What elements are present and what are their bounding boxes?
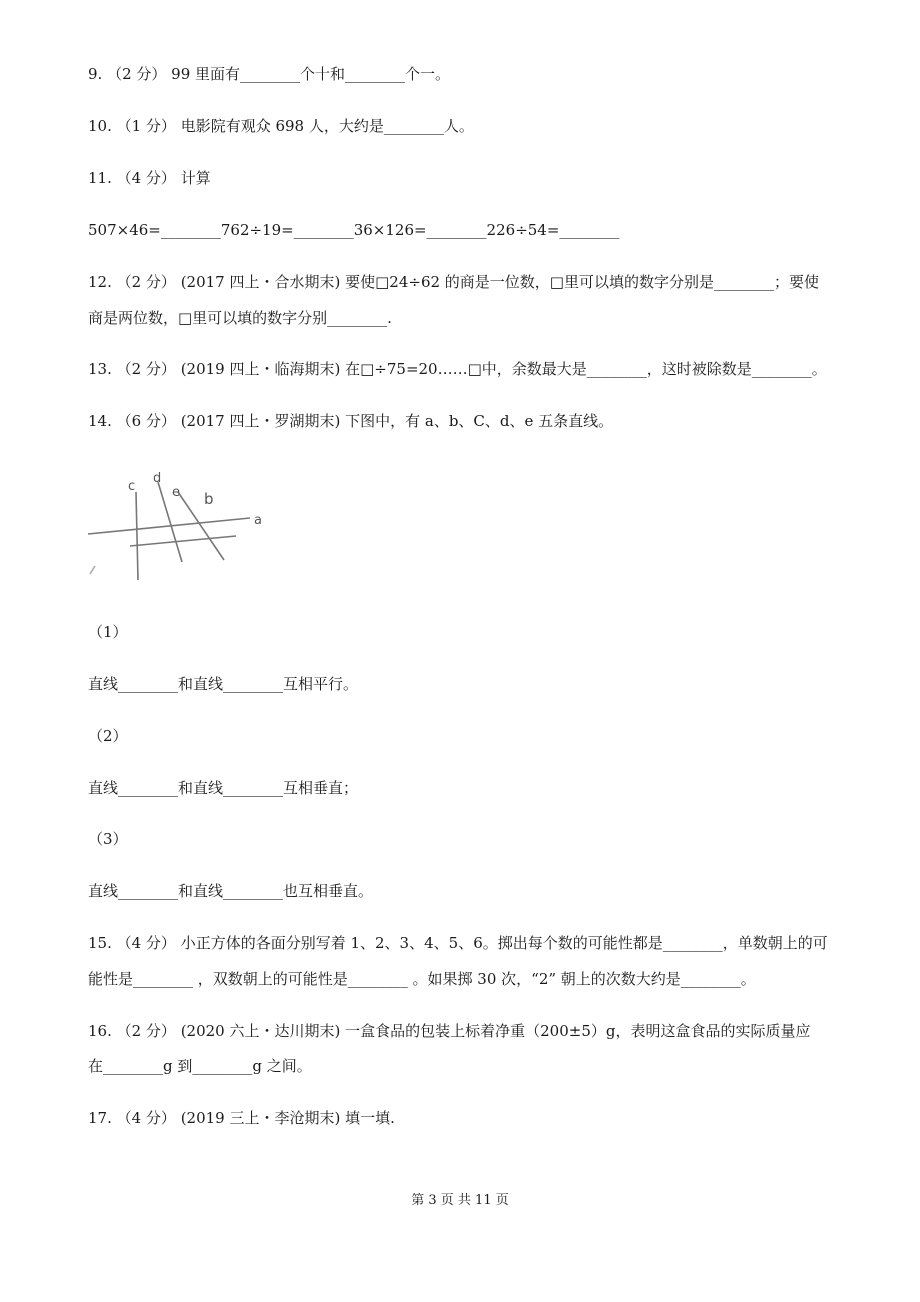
question-14-answer1: 直线________和直线________互相平行。: [88, 675, 359, 693]
question-12-line2: 商是两位数，□里可以填的数字分别________.: [88, 309, 392, 327]
question-15-line1: 15. （4 分） 小正方体的各面分别写着 1、2、3、4、5、6。掷出每个数的可能性都是________，单数朝上的可: [88, 934, 828, 952]
question-14-answer2: 直线________和直线________互相垂直；: [88, 779, 359, 797]
page-footer: 第 3 页 共 11 页: [411, 1193, 509, 1208]
lines-figure: [86, 462, 286, 582]
question-14-answer3: 直线________和直线________也互相垂直。: [88, 882, 374, 900]
question-14-part3: （3）: [88, 830, 128, 848]
label-c: c: [128, 479, 136, 494]
question-12-line1: 12. （2 分） (2017 四上・合水期末) 要使□24÷62 的商是一位数，□里可以填的数字分别是________；要使: [88, 273, 819, 291]
line-e: [178, 492, 224, 560]
line-b: [130, 536, 236, 546]
question-15-line2: 能性是________ ，双数朝上的可能性是________ 。如果掷 30 次，“2” 朝上的次数大约是________。: [88, 970, 756, 988]
question-16-line2: 在________g 到________g 之间。: [88, 1057, 312, 1075]
question-14-part2: （2）: [88, 727, 128, 745]
question-11-equations: 507×46=________762÷19=________36×126=________226÷54=________: [88, 221, 620, 239]
question-17: 17. （4 分） (2019 三上・李沧期末) 填一填.: [88, 1109, 395, 1127]
question-14: 14. （6 分） (2017 四上・罗湖期末) 下图中，有 a、b、C、d、e 五条直线。: [88, 412, 614, 430]
question-13: 13. （2 分） (2019 四上・临海期末) 在□÷75=20……□中，余数最大是________，这时被除数是________。: [88, 360, 827, 378]
mark-stroke: [90, 566, 95, 574]
line-c: [136, 492, 138, 580]
question-16-line1: 16. （2 分） (2020 六上・达川期末) 一盒食品的包装上标着净重（200±5）g，表明这盒食品的实际质量应: [88, 1022, 811, 1040]
question-14-part1: （1）: [88, 623, 128, 641]
label-a: a: [254, 513, 262, 528]
question-9: 9. （2 分） 99 里面有________个十和________个一。: [88, 65, 451, 83]
label-d: d: [153, 471, 162, 486]
question-11: 11. （4 分） 计算: [88, 169, 211, 187]
label-e: e: [172, 485, 180, 500]
label-b: b: [204, 490, 214, 508]
question-10: 10. （1 分） 电影院有观众 698 人，大约是________人。: [88, 117, 474, 135]
